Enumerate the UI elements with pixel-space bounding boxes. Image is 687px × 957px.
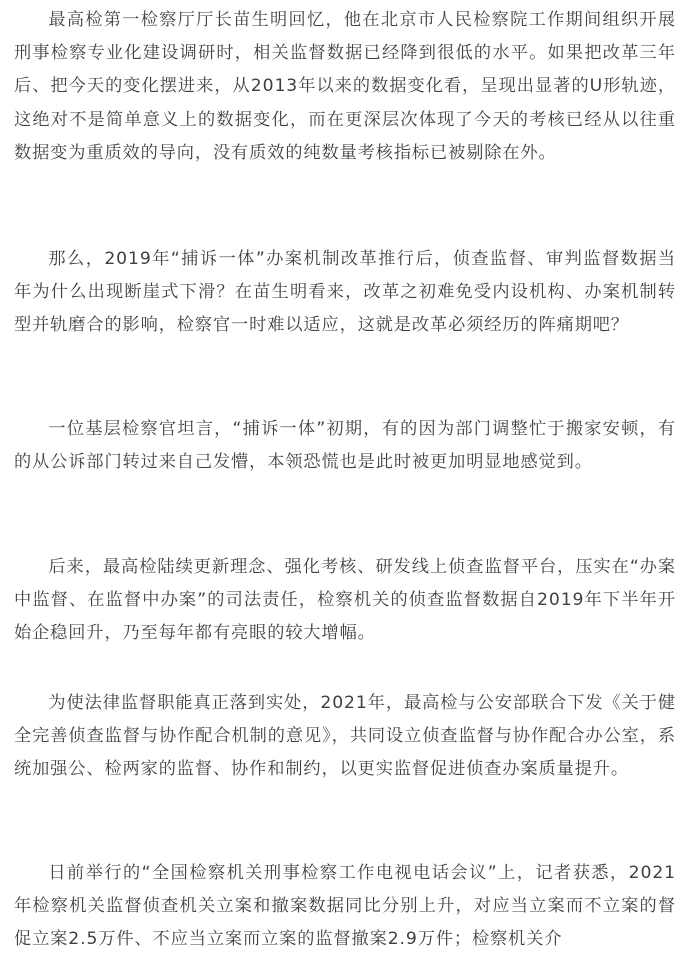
paragraph: 为使法律监督职能真正落到实处，2021年，最高检与公安部联合下发《关于健全完善侦查监督与协作配合机制的意见》，共同设立侦查监督与协作配合办公室，系统加强公、检两家的监督、协作和制约，以更实监督促进侦查办案质量提升。	[14, 693, 676, 780]
paragraph: 后来，最高检陆续更新理念、强化考核、研发线上侦查监督平台，压实在“办案中监督、在监督中办案”的司法责任，检察机关的侦查监督数据自2019年下半年开始企稳回升，乃至每年都有亮眼的较大增幅。	[14, 557, 676, 644]
paragraph: 一位基层检察官坦言，“捕诉一体”初期，有的因为部门调整忙于搬家安顿，有的从公诉部门转过来自己发懵，本领恐慌也是此时被更加明显地感觉到。	[14, 419, 676, 473]
paragraph: 那么，2019年“捕诉一体”办案机制改革推行后，侦查监督、审判监督数据当年为什么出现断崖式下滑？在苗生明看来，改革之初难免受内设机构、办案机制转型并轨磨合的影响，检察官一时难以适应，这就是改革必须经历的阵痛期吧？	[14, 249, 676, 336]
paragraph: 日前举行的“全国检察机关刑事检察工作电视电话会议”上，记者获悉，2021年检察机关监督侦查机关立案和撤案数据同比分别上升，对应当立案而不立案的督促立案2.5万件、不应当立案而立案的监督撤案2.9万件；检察机关介	[14, 863, 676, 950]
paragraph: 最高检第一检察厅厅长苗生明回忆，他在北京市人民检察院工作期间组织开展刑事检察专业化建设调研时，相关监督数据已经降到很低的水平。如果把改革三年后、把今天的变化摆进来，从2013年以来的数据变化看，呈现出显著的U形轨迹，这绝对不是简单意义上的数据变化，而在更深层次体现了今天的考核已经从以往重数据变为重质效的导向，没有质效的纯数量考核指标已被剔除在外。	[14, 10, 676, 163]
